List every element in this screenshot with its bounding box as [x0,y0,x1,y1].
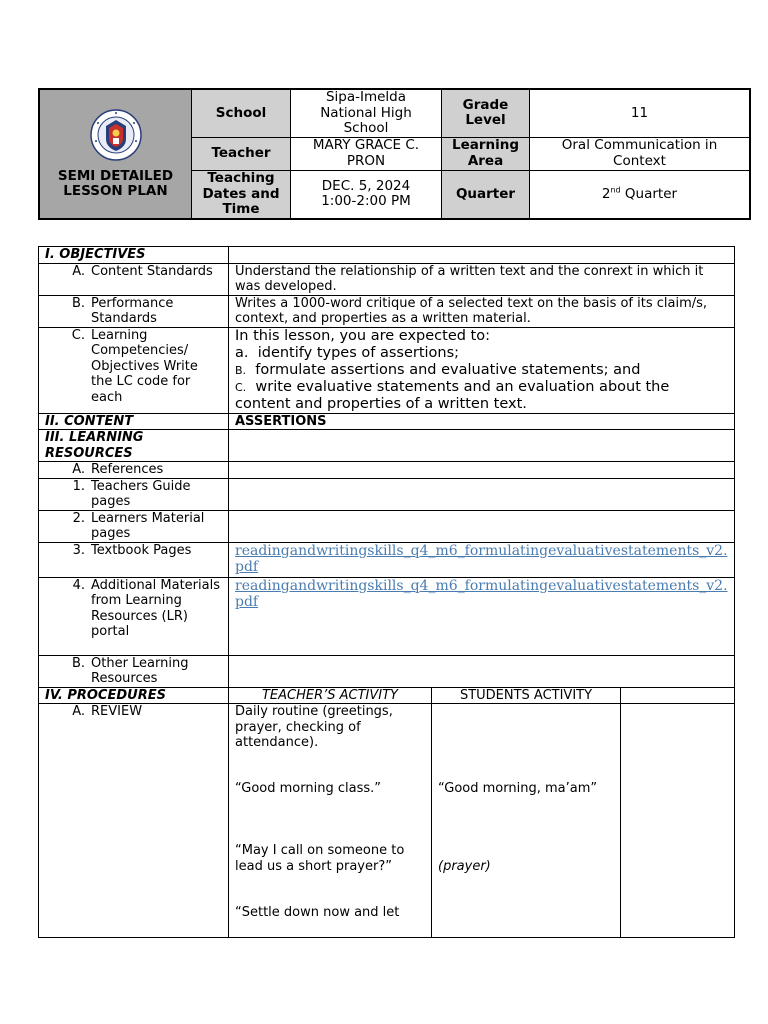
student-line: (prayer) [438,858,491,874]
competency-item [235,345,728,362]
review-label: REVIEW [91,704,143,719]
marker: A. [72,462,85,477]
marker: 4. [72,577,85,593]
grade-label: Grade Level [442,89,530,137]
quarter-label: Quarter [442,170,530,219]
competencies-label-cell [39,327,229,413]
additional-materials-link[interactable]: readingandwritingskills_q4_m6_formulatingevaluativestatements_v2.pdf [235,577,728,610]
resource-value [229,478,735,510]
references-blank [229,462,735,479]
grade-value: 11 [530,89,751,137]
dates-value [291,170,442,219]
content-heading: II. CONTENT [39,413,229,430]
students-activity-cell [432,704,621,938]
teacher-line: Daily routine (greetings, prayer, checking of attendance). [235,704,393,750]
marker: A. [72,704,85,719]
resource-row-label-cell [39,510,229,542]
textbook-pages-link[interactable]: readingandwritingskills_q4_m6_formulatingevaluativestatements_v2.pdf [235,542,728,575]
marker: B. [71,655,85,671]
marker: C. [71,327,85,343]
quarter-value [530,170,751,219]
student-line: “Good morning, ma’am” [438,781,598,796]
content-value: ASSERTIONS [229,413,735,430]
teacher-value: MARY GRACE C. PRON [291,137,442,170]
teacher-line: “May I call on someone to lead us a short prayer?” [235,843,405,874]
quarter-word: Quarter [620,185,678,202]
competency-text: formulate assertions and evaluative statements; and [255,361,641,378]
resources-heading: III. LEARNING RESOURCES [39,430,229,462]
dates-line-1: DEC. 5, 2024 [321,177,411,194]
resource-value [229,577,735,655]
competency-text: identify types of assertions; [257,344,460,361]
quarter-number: 2 [601,185,611,202]
content-standards-value: Understand the relationship of a written text and the conrext in which it was developed. [229,263,735,295]
teacher-activity-header: TEACHER’S ACTIVITY [229,687,432,704]
competency-marker: a. [235,344,249,361]
procedures-extra-cell [621,704,735,938]
resource-label: Teachers Guide pages [91,478,191,509]
teacher-line: “Settle down now and let [235,905,400,920]
resource-value [229,510,735,542]
competency-item [235,379,728,413]
resource-label: Learners Material pages [91,510,205,541]
resources-heading-blank [229,430,735,462]
marker: A. [72,263,85,279]
school-value: Sipa-Imelda National High School [291,89,442,137]
deped-seal-icon [90,109,142,161]
performance-standards-label-cell [39,295,229,327]
resource-row-label-cell [39,542,229,577]
area-value: Oral Communication in Context [530,137,751,170]
students-activity-header: STUDENTS ACTIVITY [432,687,621,704]
resource-label: Textbook Pages [91,542,192,558]
competency-item [235,362,728,379]
school-label: School [192,89,291,137]
competencies-label: Learning Competencies/ Objectives Write the LC code for each [91,327,198,405]
objectives-heading-blank [229,247,735,264]
competencies-value [229,327,735,413]
dates-line-2: 1:00-2:00 PM [321,193,411,210]
resource-label: Additional Materials from Learning Resources (LR) portal [91,577,220,639]
marker: B. [71,295,85,311]
other-resources-blank [229,655,735,687]
procedures-extra-header [621,687,735,704]
marker: 2. [72,510,85,526]
performance-standards-label: Performance Standards [91,295,174,326]
logo-cell [39,89,192,219]
references-label-cell [39,462,229,479]
teacher-activity-cell [229,704,432,938]
marker: 1. [72,478,85,494]
review-label-cell [39,704,229,938]
references-label: References [91,462,164,477]
resource-row-label-cell [39,478,229,510]
area-label: Learning Area [442,137,530,170]
other-resources-label-cell [39,655,229,687]
content-standards-label: Content Standards [91,263,213,279]
teacher-label: Teacher [192,137,291,170]
plan-title: SEMI DETAILED LESSON PLAN [57,168,174,199]
competency-marker: C. [235,380,247,394]
performance-standards-value: Writes a 1000-word critique of a selected text on the basis of its claim/s, context, and properties as a written material. [229,295,735,327]
procedures-heading: IV. PROCEDURES [39,687,229,704]
lesson-plan-body [38,246,735,938]
teacher-line: “Good morning class.” [235,780,381,796]
competency-marker: B. [235,363,247,377]
content-standards-label-cell [39,263,229,295]
quarter-suffix: nd [610,185,621,194]
lesson-plan-header [38,88,751,220]
resource-value [229,542,735,577]
resource-row-label-cell [39,577,229,655]
marker: 3. [72,542,85,558]
competency-text: write evaluative statements and an evaluation about the content and properties of a written text. [235,378,670,412]
dates-label: Teaching Dates and Time [192,170,291,219]
competencies-intro: In this lesson, you are expected to: [235,327,490,344]
other-resources-label: Other Learning Resources [91,655,189,686]
objectives-heading: I. OBJECTIVES [39,247,229,264]
